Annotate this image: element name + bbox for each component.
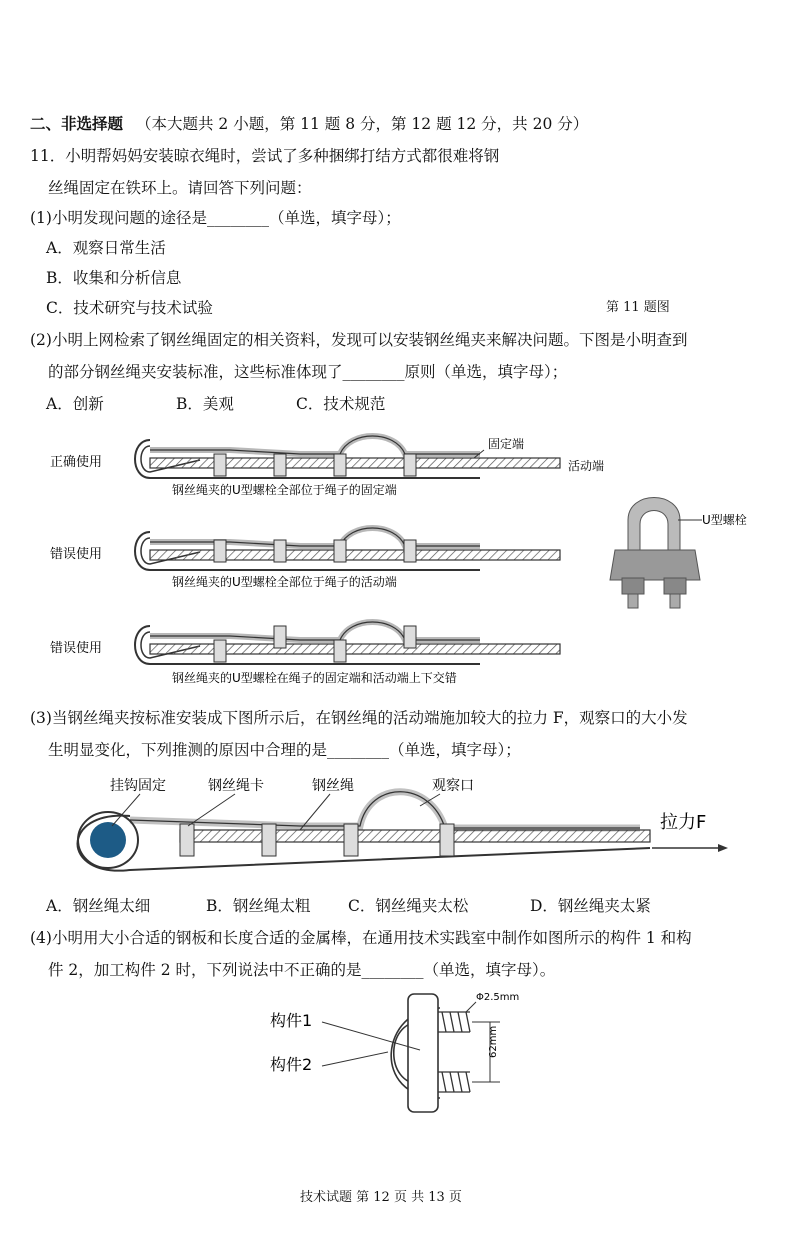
option-3b: B．钢丝绳太粗 xyxy=(206,897,311,915)
clamp-standards-figure xyxy=(0,420,800,700)
option-3d: D．钢丝绳夹太紧 xyxy=(530,897,651,915)
question-part-2: (2)小明上网检索了钢丝绳固定的相关资料，发现可以安装钢丝绳夹来解决问题。下图是小明查到 xyxy=(30,331,688,349)
row-label-correct: 正确使用 xyxy=(50,455,103,470)
row-caption-wrong-1: 钢丝绳夹的U型螺栓全部位于绳子的活动端 xyxy=(172,575,397,589)
option-3a: A．钢丝绳太细 xyxy=(46,897,151,915)
question-part-3: (3)当钢丝绳夹按标准安装成下图所示后，在钢丝绳的活动端施加较大的拉力 F，观察口的大小发 xyxy=(30,709,688,727)
row-label-wrong-1: 错误使用 xyxy=(50,547,103,562)
window-label: 观察口 xyxy=(432,778,474,794)
rope-label: 钢丝绳 xyxy=(312,778,354,794)
question-part-4: (4)小明用大小合适的钢板和长度合适的金属棒，在通用技术实践室中制作如图所示的构件 1 和构 xyxy=(30,929,692,947)
option-1c: C．技术研究与技术试验 xyxy=(46,299,213,317)
fixed-end-label: 固定端 xyxy=(488,437,525,451)
rope-diagram-wrong-1 xyxy=(50,528,560,589)
ubolt-clamp-illustration xyxy=(610,498,747,609)
hook-circle xyxy=(90,822,126,858)
question-11-stem-cont: 丝绳固定在铁环上。请回答下列问题： xyxy=(48,179,312,197)
option-2b: B．美观 xyxy=(176,395,234,413)
part1-label: 构件1 xyxy=(270,1011,313,1030)
question-part-4-cont: 件 2，加工构件 2 时，下列说法中不正确的是________（单选，填字母）。 xyxy=(48,961,556,979)
force-label: 拉力F xyxy=(660,812,707,833)
question-part-1: (1)小明发现问题的途径是________（单选，填字母）； xyxy=(30,209,401,227)
option-3c: C．钢丝绳夹太松 xyxy=(348,897,469,915)
part2-label: 构件2 xyxy=(270,1055,313,1074)
row-label-wrong-2: 错误使用 xyxy=(50,641,103,656)
moving-end-label: 活动端 xyxy=(568,459,605,473)
ubolt-label: U型螺栓 xyxy=(702,513,747,527)
option-1a: A．观察日常生活 xyxy=(46,239,166,257)
clamp-label: 钢丝绳卡 xyxy=(208,778,264,794)
option-2a: A．创新 xyxy=(46,395,104,413)
rope-diagram-wrong-2 xyxy=(50,622,560,685)
section-title: 二、非选择题 xyxy=(30,114,124,133)
figure-label: 第 11 题图 xyxy=(606,300,670,315)
height-dim: 62mm xyxy=(488,1025,499,1058)
pull-force-figure xyxy=(0,770,800,890)
plate xyxy=(408,994,438,1112)
component-figure xyxy=(0,988,800,1118)
question-part-2-cont: 的部分钢丝绳夹安装标准，这些标准体现了________原则（单选，填字母）； xyxy=(48,363,568,381)
row-caption-correct: 钢丝绳夹的U型螺栓全部位于绳子的固定端 xyxy=(172,483,397,497)
row-caption-wrong-2: 钢丝绳夹的U型螺栓在绳子的固定端和活动端上下交错 xyxy=(172,671,457,685)
page-footer: 技术试题 第 12 页 共 13 页 xyxy=(300,1190,462,1205)
diameter-dim: Φ2.5mm xyxy=(476,992,520,1003)
rope-diagram-correct xyxy=(50,436,604,497)
option-1b: B．收集和分析信息 xyxy=(46,269,182,287)
question-part-3-cont: 生明显变化，下列推测的原因中合理的是________（单选，填字母）； xyxy=(48,741,521,759)
option-2c: C．技术规范 xyxy=(296,395,386,413)
section-note: （本大题共 2 小题，第 11 题 8 分，第 12 题 12 分，共 20 分） xyxy=(136,115,589,133)
question-11-stem: 11．小明帮妈妈安装晾衣绳时，尝试了多种捆绑打结方式都很难将钢 xyxy=(30,147,500,165)
hook-label: 挂钩固定 xyxy=(110,778,166,794)
